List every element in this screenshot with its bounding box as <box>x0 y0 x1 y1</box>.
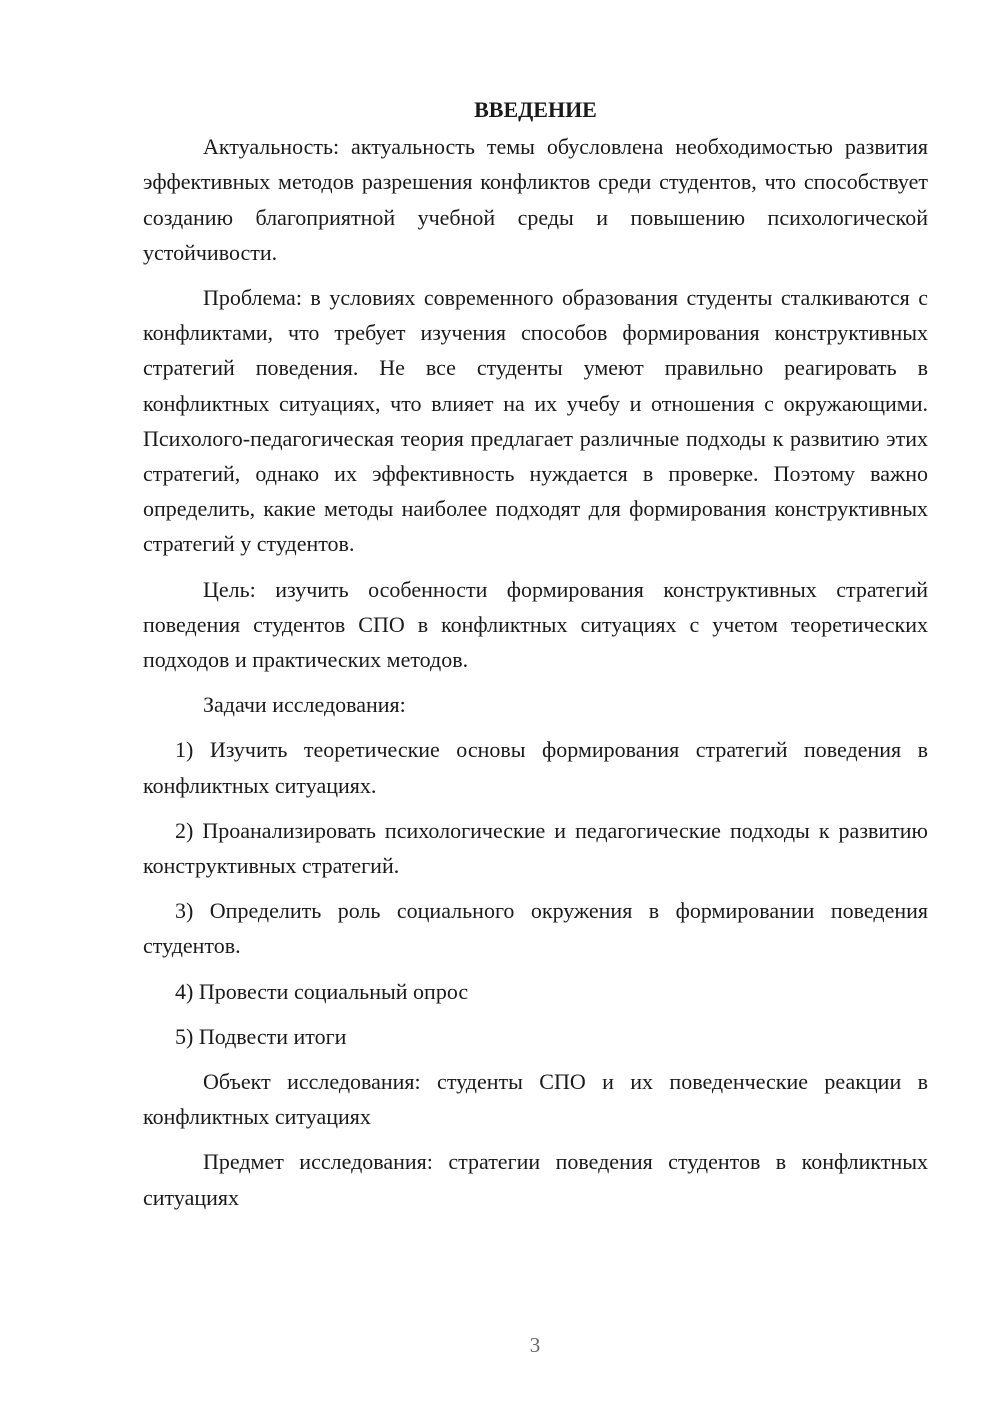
paragraph-object: Объект исследования: студенты СПО и их поведенческие реакции в конфликтных ситуациях <box>143 1069 928 1130</box>
task-item-1: 1) Изучить теоретические основы формирования стратегий поведения в конфликтных ситуациях. <box>143 737 928 798</box>
page-content <box>143 92 928 1225</box>
task-item-5: 5) Подвести итоги <box>175 1023 347 1049</box>
task-item-2: 2) Проанализировать психологические и педагогические подходы к развитию конструктивных стратегий. <box>143 817 928 879</box>
paragraph-goal: Цель: изучить особенности формирования конструктивных стратегий поведения студентов СПО в конфликтных ситуациях с учетом теоретических подходов и практических методов. <box>143 576 928 673</box>
paragraph-subject: Предмет исследования: стратегии поведения студентов в конфликтных ситуациях <box>143 1149 928 1210</box>
page-title: ВВЕДЕНИЕ <box>474 97 597 122</box>
paragraph-relevance: Актуальность: актуальность темы обусловлена необходимостью развития эффективных методов разрешения конфликтов среди студентов, что способствует созданию благоприятной учебной среды и повышению психологической устойчивости. <box>143 134 928 265</box>
paragraph-tasks-heading: Задачи исследования: <box>203 692 406 718</box>
paragraph-problem: Проблема: в условиях современного образования студенты сталкиваются с конфликтами, что требует изучения способов формирования конструктивных стратегий поведения. Не все студенты умеют правильно реагировать в конфликтных ситуациях, что влияет на их учебу и отношения с окружающими. Психолого-педагогическая теория предлагает различные подходы к развитию этих стратегий, однако их эффективность нуждается в проверке. Поэтому важно определить, какие методы наиболее подходят для формирования конструктивных стратегий у студентов. <box>143 285 928 557</box>
task-item-4: 4) Провести социальный опрос <box>175 978 469 1004</box>
task-item-3: 3) Определить роль социального окружения в формировании поведения студентов. <box>143 898 928 959</box>
page-number: 3 <box>529 1333 541 1357</box>
